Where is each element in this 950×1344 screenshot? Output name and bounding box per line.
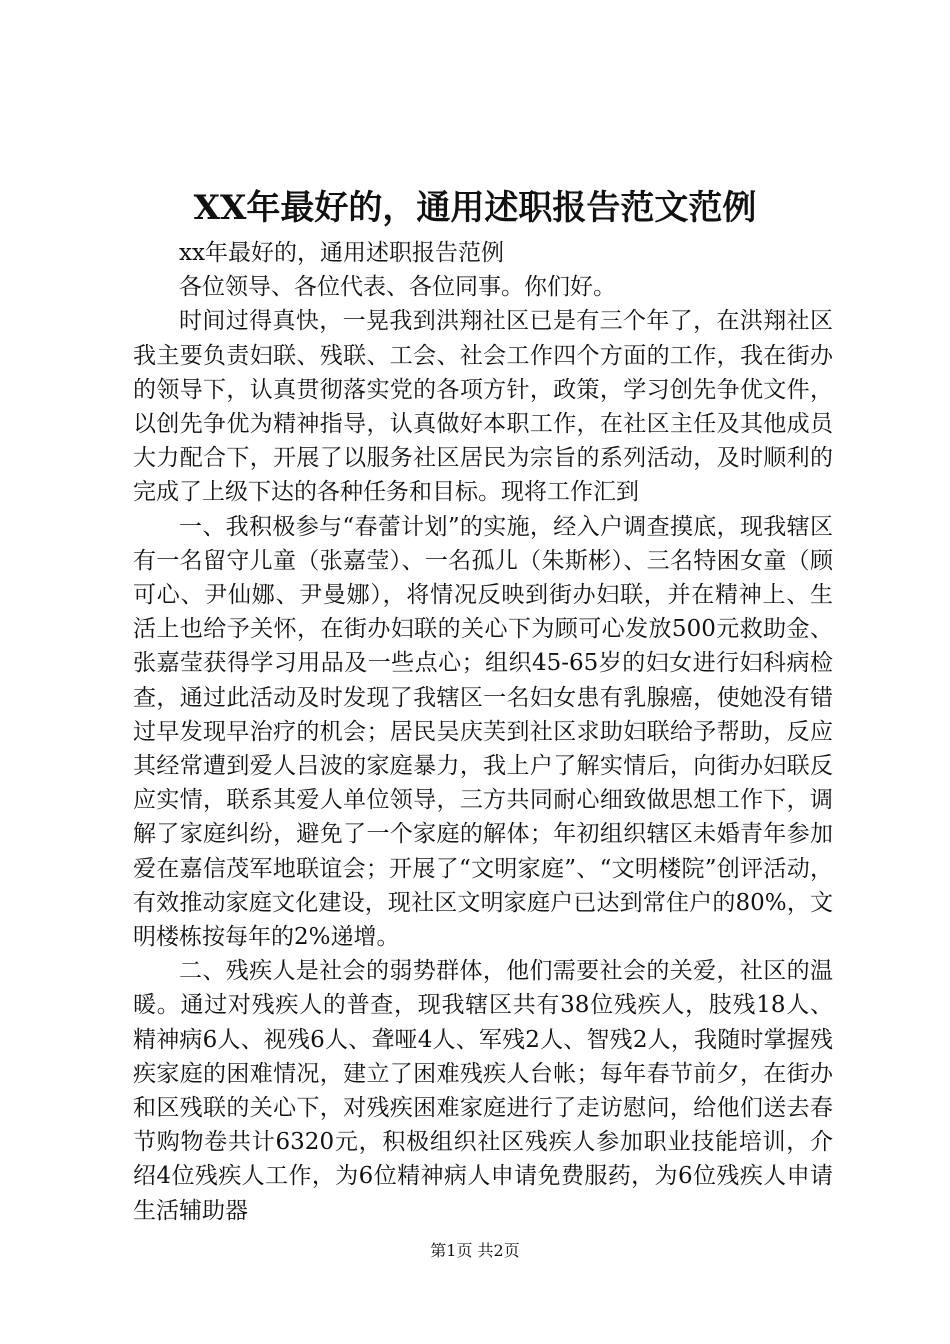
document-body (133, 236, 833, 1228)
paragraph-greeting: 各位领导、各位代表、各位同事。你们好。 (179, 274, 616, 301)
paragraph-section-two: 二、残疾人是社会的弱势群体，他们需要社会的关爱，社区的温暖。通过对残疾人的普查，现我辖区共有38位残疾人，肢残18人、精神病6人、视残6人、聋哑4人、军残2人、智残2人，我随时掌握残疾家庭的困难情况，建立了困难残疾人台帐；每年春节前夕，在街办和区残联的关心下，对残疾困难家庭进行了走访慰问，给他们送去春节购物卷共计6320元，积极组织社区残疾人参加职业技能培训，介绍4位残疾人工作，为6位精神病人申请免费服药，为6位残疾人申请生活辅助器 (133, 958, 833, 1224)
paragraph-section-one: 一、我积极参与“春蕾计划”的实施，经入户调查摸底，现我辖区有一名留守儿童（张嘉莹）、一名孤儿（朱斯彬）、三名特困女童（顾可心、尹仙娜、尹曼娜），将情况反映到街办妇联，并在精神上、生活上也给予关怀，在街办妇联的关心下为顾可心发放500元救助金、张嘉莹获得学习用品及一些点心；组织45-65岁的妇女进行妇科病检查，通过此活动及时发现了我辖区一名妇女患有乳腺癌，使她没有错过早发现早治疗的机会；居民吴庆芙到社区求助妇联给予帮助，反应其经常遭到爱人吕波的家庭暴力，我上户了解实情后，向街办妇联反应实情，联系其爱人单位领导，三方共同耐心细致做思想工作下，调解了家庭纠纷，避免了一个家庭的解体；年初组织辖区未婚青年参加爱在嘉信茂军地联谊会；开展了“文明家庭”、“文明楼院”创评活动，有效推动家庭文化建设，现社区文明家庭户已达到常住户的80%，文明楼栋按每年的2%递增。 (133, 513, 833, 951)
paragraph-subtitle: xx年最好的，通用述职报告范例 (179, 240, 504, 266)
paragraph-intro: 时间过得真快，一晃我到洪翔社区已是有三个年了，在洪翔社区我主要负责妇联、残联、工会、社会工作四个方面的工作，我在街办的领导下，认真贯彻落实党的各项方针，政策，学习创先争优文件，以创先争优为精神指导，认真做好本职工作，在社区主任及其他成员大力配合下，开展了以服务社区居民为宗旨的系列活动，及时顺利的完成了上级下达的各种任务和目标。现将工作汇到 (133, 308, 833, 506)
page-footer: 第1页 共2页 (430, 1241, 520, 1260)
document-title: XX年最好的，通用述职报告范文范例 (193, 188, 757, 228)
